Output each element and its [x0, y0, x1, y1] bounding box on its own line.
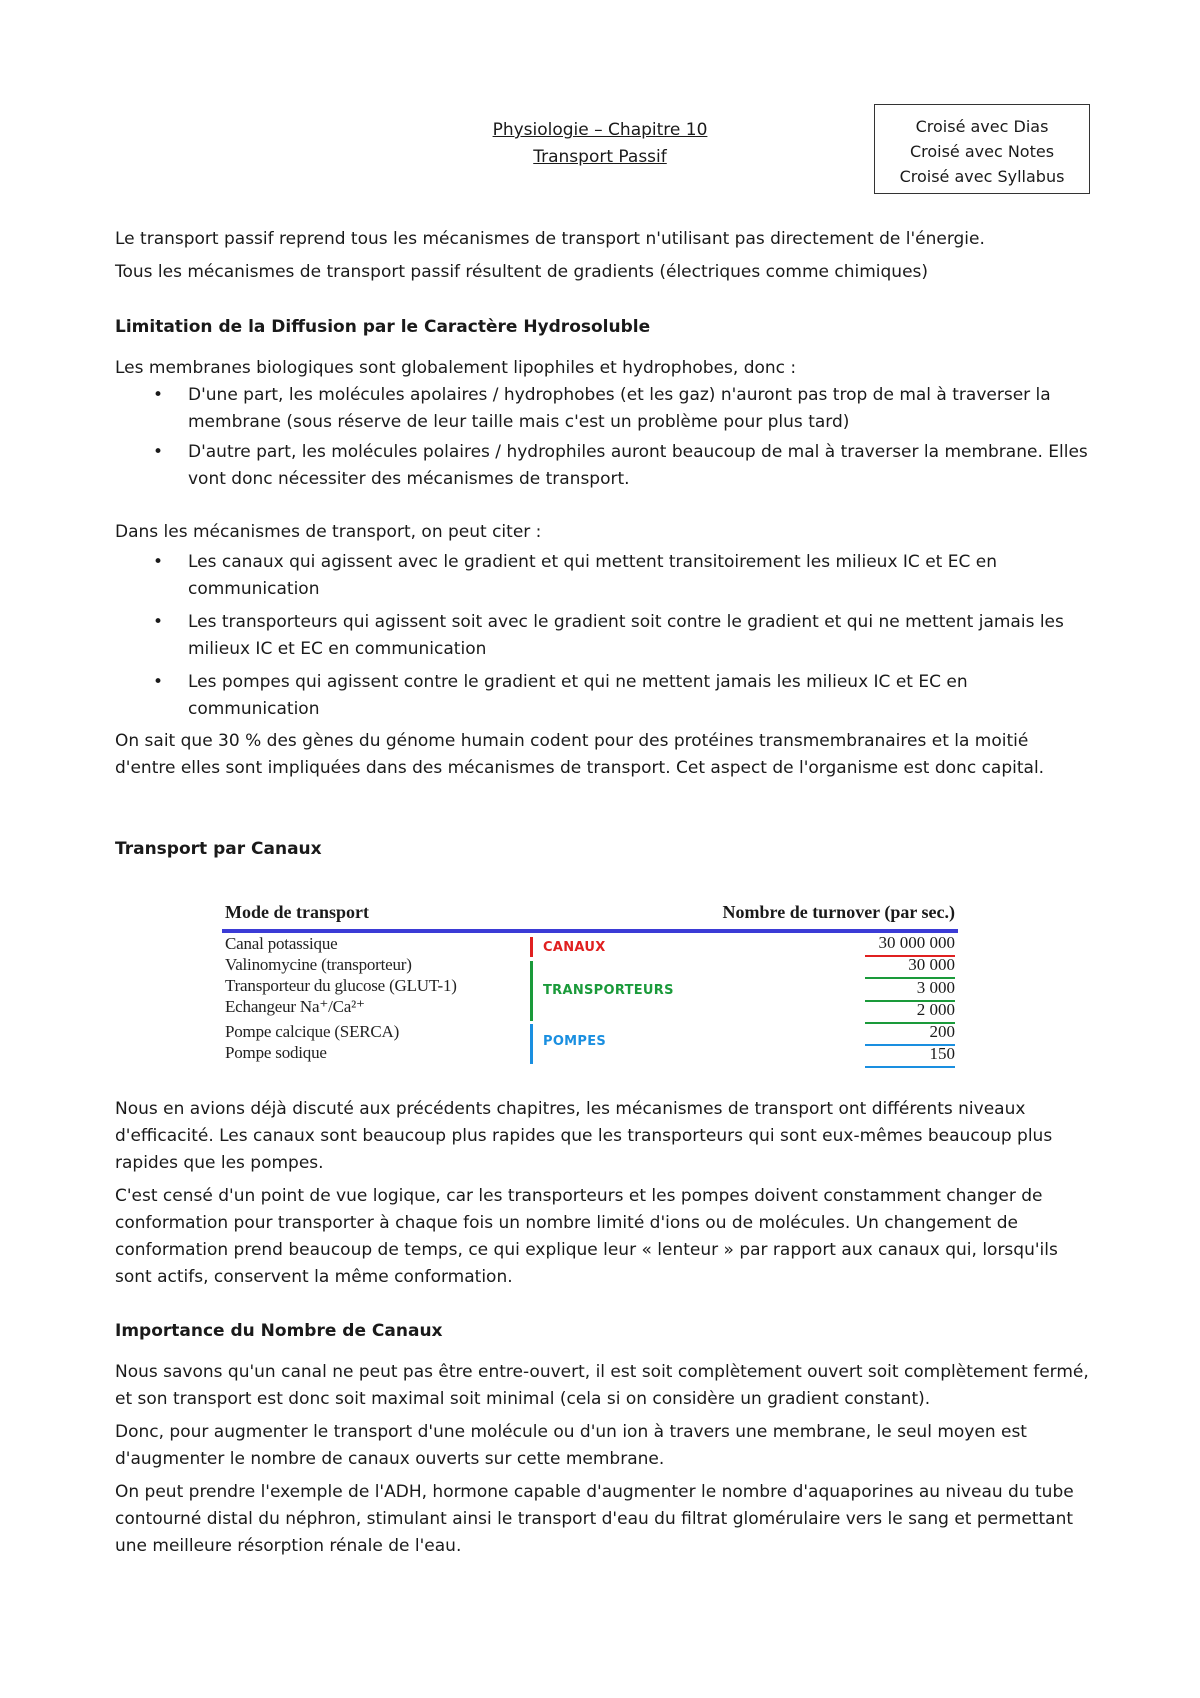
table-row-mode: Transporteur du glucose (GLUT-1)	[225, 976, 457, 995]
bullet-item: • D'autre part, les molécules polaires / hydrophiles auront beaucoup de mal à traverser la membrane. Elles vont donc nécessiter des mécanismes de transport.	[115, 439, 1090, 493]
table-row-value: 30 000 000	[865, 933, 955, 957]
table-header-rule	[222, 929, 958, 933]
table-row-value: 150	[865, 1044, 955, 1068]
crossref-line: Croisé avec Dias	[915, 117, 1049, 136]
section-heading: Importance du Nombre de Canaux	[115, 1321, 443, 1341]
bullet-item: • Les pompes qui agissent contre le gradient et qui ne mettent jamais les milieux IC et EC en communication	[115, 669, 1090, 723]
section-nombre-canaux	[115, 1318, 1090, 1560]
section-paragraph: On sait que 30 % des gènes du génome humain codent pour des protéines transmembranaires et la moitié d'entre elles sont impliquées dans des mécanismes de transport. Cet aspect de l'organisme est donc capital.	[115, 731, 1045, 778]
crossref-line: Croisé avec Syllabus	[899, 167, 1065, 186]
table-row-value: 30 000	[865, 955, 955, 979]
table-row-value: 3 000	[865, 978, 955, 1002]
bullet-item: • Les transporteurs qui agissent soit avec le gradient soit contre le gradient et qui ne mettent jamais les milieux IC et EC en communication	[115, 609, 1090, 663]
bullet-list	[115, 549, 1090, 723]
turnover-table	[222, 896, 958, 1068]
section-paragraph: On peut prendre l'exemple de l'ADH, hormone capable d'augmenter le nombre d'aquaporines au niveau du tube contourné distal du néphron, stimulant ainsi le transport d'eau du filtrat glomérulaire vers le sang et permettant une meilleure résorption rénale de l'eau.	[115, 1482, 1074, 1556]
group-bar-transporteurs	[530, 961, 533, 1021]
section-paragraph: C'est censé d'un point de vue logique, car les transporteurs et les pompes doivent constamment changer de conformation pour transporter à chaque fois un nombre limité d'ions ou de molécules. Un changement de conformation prend beaucoup de temps, ce qui explique leur « lenteur » par rapport aux canaux qui, lorsqu'ils sont actifs, conservent la même conformation.	[115, 1186, 1058, 1287]
section-canaux	[115, 836, 1090, 863]
group-bar-canaux	[530, 937, 533, 957]
section-paragraph: Nous savons qu'un canal ne peut pas être entre-ouvert, il est soit complètement ouvert soit complètement fermé, et son transport est donc soit maximal soit minimal (cela si on considère un gradient constant).	[115, 1362, 1089, 1409]
table-row-mode: Valinomycine (transporteur)	[225, 955, 412, 974]
bullet-list	[115, 382, 1090, 493]
group-label-pompes: POMPES	[543, 1034, 607, 1049]
group-bar-pompes	[530, 1024, 533, 1064]
section-lead: Dans les mécanismes de transport, on peut citer :	[115, 522, 542, 542]
document-subtitle: Transport Passif	[533, 147, 667, 167]
crossref-line: Croisé avec Notes	[909, 142, 1055, 161]
bullet-item: • D'une part, les molécules apolaires / hydrophobes (et les gaz) n'auront pas trop de mal à traverser la membrane (sous réserve de leur taille mais c'est un problème pour plus tard)	[115, 382, 1090, 436]
intro-block	[115, 226, 1090, 286]
bullet-item: • Les canaux qui agissent avec le gradient et qui mettent transitoirement les milieux IC et EC en communication	[115, 549, 1090, 603]
table-header-turnover: Nombre de turnover (par sec.)	[722, 902, 955, 922]
group-label-transporteurs: TRANSPORTEURS	[543, 983, 674, 998]
section-paragraph: Donc, pour augmenter le transport d'une molécule ou d'un ion à travers une membrane, le seul moyen est d'augmenter le nombre de canaux ouverts sur cette membrane.	[115, 1422, 1027, 1469]
table-row-mode: Canal potassique	[225, 934, 338, 953]
table-row-value: 200	[865, 1022, 955, 1046]
section-heading: Limitation de la Diffusion par le Caractère Hydrosoluble	[115, 317, 651, 337]
intro-paragraph: Tous les mécanismes de transport passif résultent de gradients (électriques comme chimiques)	[115, 262, 929, 282]
section-canaux-body	[115, 1096, 1090, 1291]
section-paragraph: Nous en avions déjà discuté aux précédents chapitres, les mécanismes de transport ont différents niveaux d'efficacité. Les canaux sont beaucoup plus rapides que les transporteurs qui sont eux-mêmes beaucoup plus rapides que les pompes.	[115, 1099, 1053, 1173]
intro-paragraph: Le transport passif reprend tous les mécanismes de transport n'utilisant pas directement de l'énergie.	[115, 229, 985, 249]
section-heading: Transport par Canaux	[115, 839, 322, 859]
table-row-mode: Pompe sodique	[225, 1043, 327, 1062]
table-row-mode: Echangeur Na⁺/Ca²⁺	[225, 997, 365, 1016]
table-header-mode: Mode de transport	[225, 902, 369, 922]
section-hydrosoluble	[115, 314, 1090, 782]
document-title: Physiologie – Chapitre 10	[492, 120, 708, 140]
table-row-mode: Pompe calcique (SERCA)	[225, 1022, 400, 1041]
group-label-canaux: CANAUX	[543, 940, 606, 955]
section-lead: Les membranes biologiques sont globalement lipophiles et hydrophobes, donc :	[115, 358, 797, 378]
crossref-box	[874, 104, 1090, 194]
table-row-value: 2 000	[865, 1000, 955, 1024]
